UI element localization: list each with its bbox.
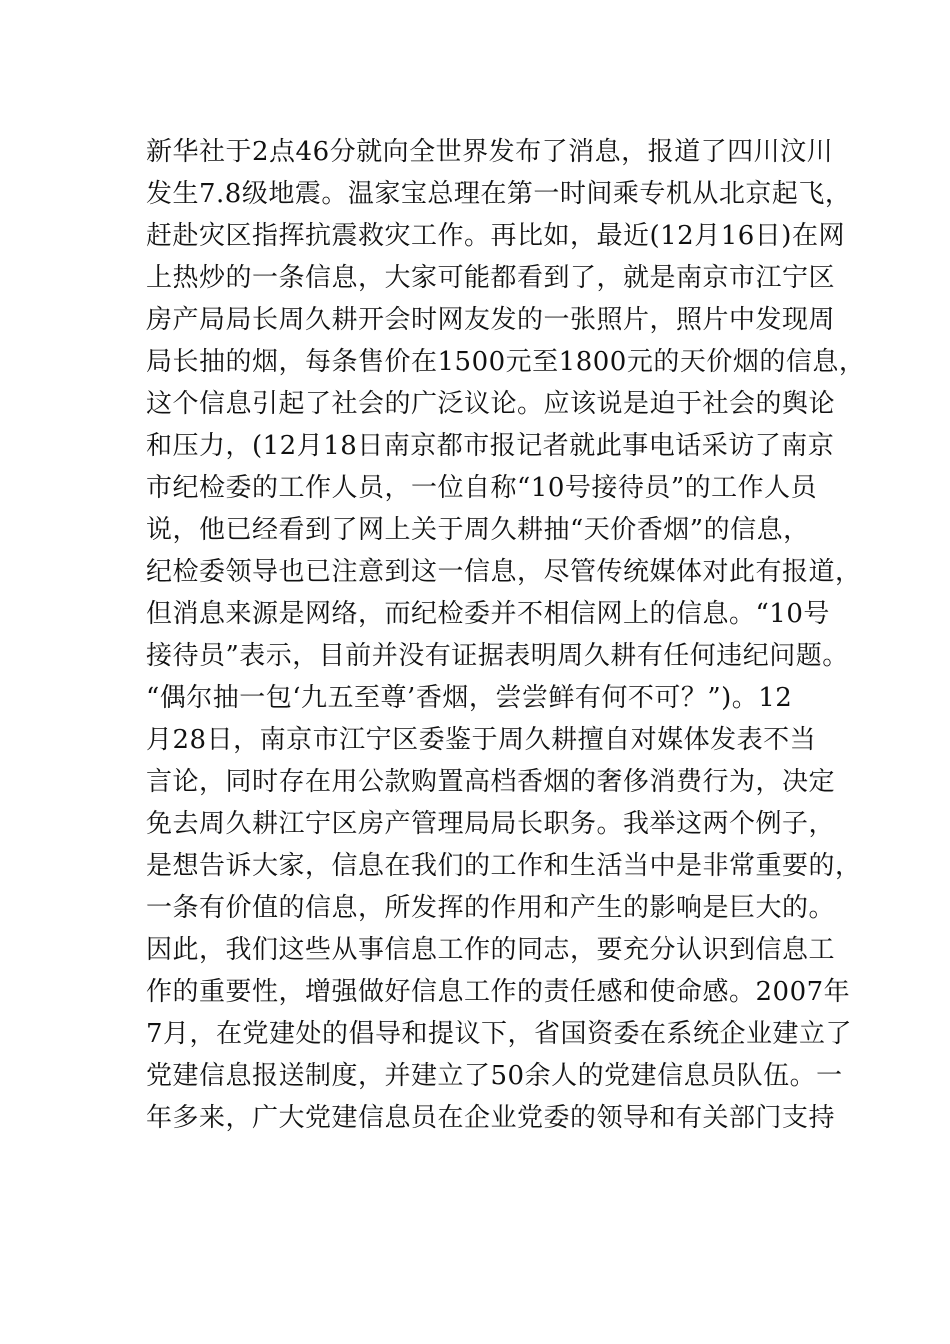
text-line: 房产局局长周久耕开会时网友发的一张照片，照片中发现周 (146, 305, 836, 335)
text-line: 新华社于2点46分就向全世界发布了消息，报道了四川汶川 (146, 137, 834, 167)
text-line: 这个信息引起了社会的广泛议论。应该说是迫于社会的舆论 (146, 389, 836, 419)
text-line: 赶赴灾区指挥抗震救灾工作。再比如，最近(12月16日)在网 (146, 221, 845, 251)
text-line: 因此，我们这些从事信息工作的同志，要充分认识到信息工 (146, 935, 836, 965)
text-line: 上热炒的一条信息，大家可能都看到了，就是南京市江宁区 (146, 263, 836, 293)
text-line: 和压力，(12月18日南京都市报记者就此事电话采访了南京 (146, 431, 835, 461)
text-line: 言论，同时存在用公款购置高档香烟的奢侈消费行为，决定 (146, 767, 836, 797)
text-line: 7月，在党建处的倡导和提议下，省国资委在系统企业建立了 (146, 1019, 853, 1049)
text-line: 年多来，广大党建信息员在企业党委的领导和有关部门支持 (146, 1103, 836, 1133)
text-line: 一条有价值的信息，所发挥的作用和产生的影响是巨大的。 (146, 893, 836, 923)
text-line: 市纪检委的工作人员，一位自称“10号接待员”的工作人员 (146, 473, 818, 503)
text-line: 是想告诉大家，信息在我们的工作和生活当中是非常重要的， (146, 851, 862, 881)
text-line: 发生7.8级地震。温家宝总理在第一时间乘专机从北京起飞， (146, 179, 852, 209)
body-paragraph (146, 131, 866, 1139)
text-line: 纪检委领导也已注意到这一信息，尽管传统媒体对此有报道， (146, 557, 862, 587)
text-line: 党建信息报送制度，并建立了50余人的党建信息员队伍。一 (146, 1061, 843, 1091)
text-line: 月28日，南京市江宁区委鉴于周久耕擅自对媒体发表不当 (146, 725, 817, 755)
text-line: 局长抽的烟，每条售价在1500元至1800元的天价烟的信息， (146, 347, 866, 377)
text-line: 免去周久耕江宁区房产管理局局长职务。我举这两个例子， (146, 809, 836, 839)
text-line: 说，他已经看到了网上关于周久耕抽“天价香烟”的信息， (146, 515, 810, 545)
text-line: 作的重要性，增强做好信息工作的责任感和使命感。2007年 (146, 977, 851, 1007)
text-line: 但消息来源是网络，而纪检委并不相信网上的信息。“10号 (146, 599, 830, 629)
text-line: “偶尔抽一包‘九五至尊’香烟，尝尝鲜有何不可？”)。12 (146, 683, 793, 713)
text-line: 接待员”表示，目前并没有证据表明周久耕有任何违纪问题。 (146, 641, 849, 671)
